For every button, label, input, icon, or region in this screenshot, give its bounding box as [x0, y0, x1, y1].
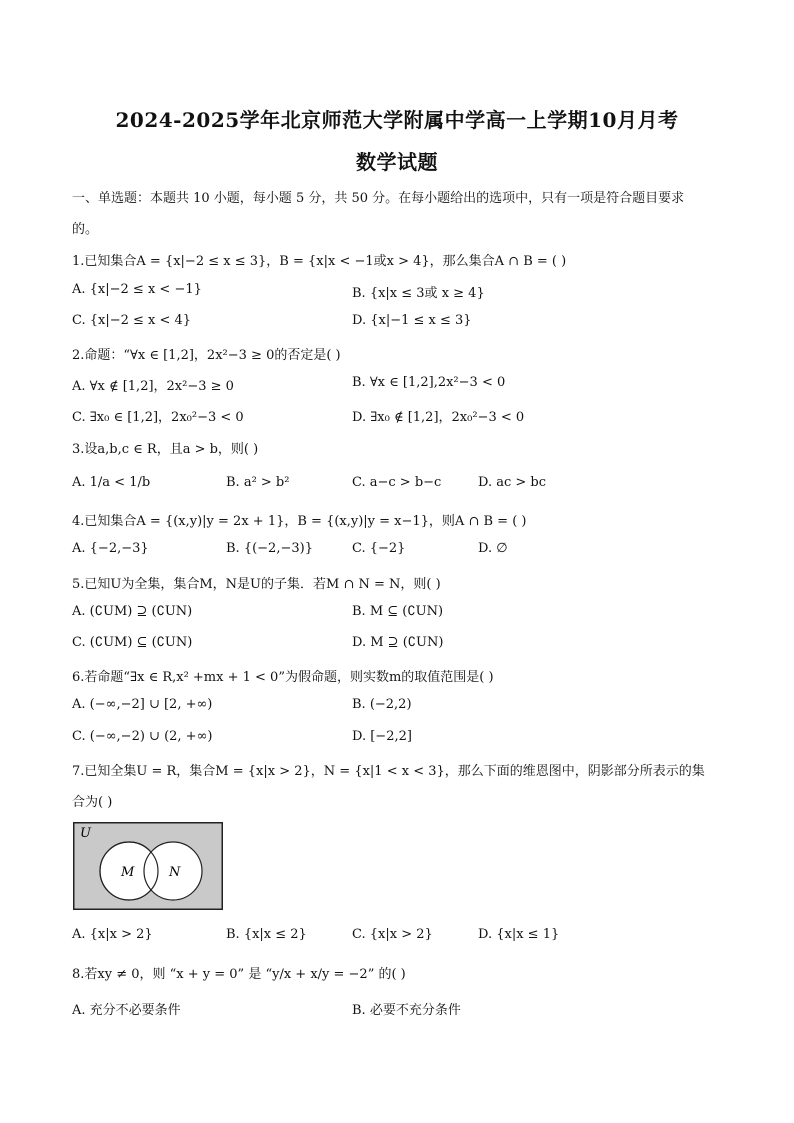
question-6-option-a[interactable]: A. (−∞,−2] ∪ [2, +∞) [72, 697, 213, 712]
section-intro-line1: 一、单选题：本题共 10 小题，每小题 5 分，共 50 分。在每小题给出的选项中，只有一项是符合题目要求 [72, 191, 685, 206]
question-5-option-d[interactable]: D. M ⊇ (∁UN) [352, 635, 444, 650]
question-2-option-c[interactable]: C. ∃x₀ ∈ [1,2]，2x₀²−3 < 0 [72, 410, 244, 425]
question-1-option-c[interactable]: C. {x|−2 ≤ x < 4} [72, 313, 192, 328]
question-6-option-b[interactable]: B. (−2,2) [352, 697, 412, 712]
question-8-stem: 8.若xy ≠ 0，则 “x + y = 0” 是 “y/x + x/y = −2” 的( ) [72, 967, 406, 982]
question-4-option-c[interactable]: C. {−2} [352, 541, 406, 556]
question-1-option-b[interactable]: B. {x|x ≤ 3或 x ≥ 4} [352, 286, 485, 301]
question-7-option-d[interactable]: D. {x|x ≤ 1} [478, 927, 560, 942]
question-2-option-a[interactable]: A. ∀x ∉ [1,2]，2x²−3 ≥ 0 [72, 379, 234, 394]
question-1-option-d[interactable]: D. {x|−1 ≤ x ≤ 3} [352, 313, 472, 328]
question-7-stem-line2: 合为( ) [72, 795, 113, 810]
question-7-stem-line1: 7.已知全集U = R，集合M = {x|x > 2}，N = {x|1 < x < 3}，那么下面的维恩图中，阴影部分所表示的集 [72, 764, 705, 779]
question-5-stem: 5.已知U为全集，集合M，N是U的子集．若M ∩ N = N，则( ) [72, 577, 441, 592]
question-2-option-b[interactable]: B. ∀x ∈ [1,2],2x²−3 < 0 [352, 375, 506, 390]
question-4-option-b[interactable]: B. {(−2,−3)} [226, 541, 313, 556]
question-5-option-a[interactable]: A. (∁UM) ⊇ (∁UN) [72, 604, 193, 619]
question-4-option-a[interactable]: A. {−2,−3} [72, 541, 149, 556]
question-1-option-a[interactable]: A. {x|−2 ≤ x < −1} [72, 282, 202, 297]
venn-label-m: M [121, 865, 135, 880]
exam-title: 2024-2025学年北京师范大学附属中学高一上学期10月月考 [115, 108, 679, 132]
question-3-stem: 3.设a,b,c ∈ R，且a > b，则( ) [72, 442, 259, 457]
question-7-option-a[interactable]: A. {x|x > 2} [72, 927, 153, 942]
question-3-option-b[interactable]: B. a² > b² [226, 475, 290, 490]
question-3-option-c[interactable]: C. a−c > b−c [352, 475, 442, 490]
exam-subtitle: 数学试题 [356, 150, 438, 174]
question-8-option-b[interactable]: B. 必要不充分条件 [352, 1003, 461, 1018]
question-2-stem: 2.命题：“∀x ∈ [1,2]，2x²−3 ≥ 0的否定是( ) [72, 348, 341, 363]
venn-diagram [73, 822, 223, 910]
question-3-option-a[interactable]: A. 1/a < 1/b [72, 475, 151, 490]
question-7-option-b[interactable]: B. {x|x ≤ 2} [226, 927, 307, 942]
question-4-stem: 4.已知集合A = {(x,y)|y = 2x + 1}，B = {(x,y)|y = x−1}，则A ∩ B = ( ) [72, 514, 527, 529]
section-intro-line2: 的。 [72, 222, 99, 237]
question-4-option-d[interactable]: D. ∅ [478, 541, 508, 556]
question-5-option-c[interactable]: C. (∁UM) ⊆ (∁UN) [72, 635, 193, 650]
question-3-option-d[interactable]: D. ac > bc [478, 475, 547, 490]
question-1-stem: 1.已知集合A = {x|−2 ≤ x ≤ 3}，B = {x|x < −1或x > 4}，那么集合A ∩ B = ( ) [72, 254, 567, 269]
question-7-option-c[interactable]: C. {x|x > 2} [352, 927, 433, 942]
question-6-option-c[interactable]: C. (−∞,−2) ∪ (2, +∞) [72, 729, 213, 744]
question-6-option-d[interactable]: D. [−2,2] [352, 729, 412, 744]
question-5-option-b[interactable]: B. M ⊆ (∁UN) [352, 604, 444, 619]
question-2-option-d[interactable]: D. ∃x₀ ∉ [1,2]，2x₀²−3 < 0 [352, 410, 525, 425]
question-8-option-a[interactable]: A. 充分不必要条件 [72, 1003, 181, 1018]
venn-label-u: U [80, 826, 91, 841]
question-6-stem: 6.若命题“∃x ∈ R,x² +mx + 1 < 0”为假命题，则实数m的取值范围是( ) [72, 670, 494, 685]
venn-label-n: N [169, 865, 181, 880]
